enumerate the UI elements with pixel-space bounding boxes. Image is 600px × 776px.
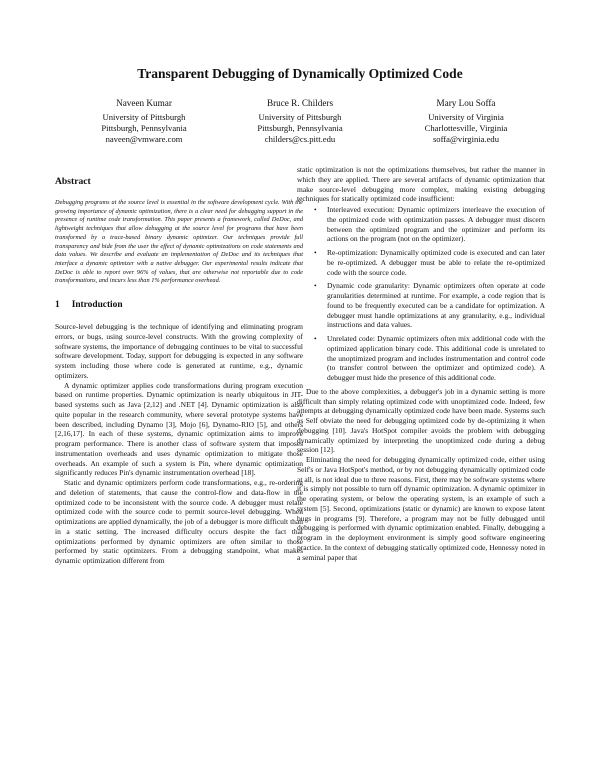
author-block: [215, 98, 385, 145]
body-paragraph: Due to the above complexities, a debugger's job in a dynamic setting is more difficult than simply relating optimized code with unoptimized code. Indeed, few attempts at debugging dynamically optimized code have been made. Systems such as Self obviate the need for debugging optimized code by de-optimizing it when debugging [10]. Java's HotSpot compiler avoids the problem with debugging dynamically optimized by interpreting the unoptimized code during a debug session [12].: [297, 386, 545, 455]
author-name: Naveen Kumar: [116, 98, 172, 108]
author-block: [59, 98, 229, 145]
body-paragraph: Eliminating the need for debugging dynamically optimized code, either using Self's or Java HotSpot's method, or by not debugging dynamically optimized code at all, is not ideal due to three reasons. First, there may be software systems where it is simply not possible to turn off dynamic optimization. A dynamic optimizer in the operating system, or below the operating system, is an example of such a system [5]. Second, optimizations (static or dynamic) are known to expose latent bugs in programs [9]. Therefore, a program may not be fully debugged until debugging is performed with dynamic optimization enabled. Finally, debugging a program in the deployment environment is simply good software engineering practice. In the context of debugging statically optimized code, Hennessy noted in a seminal paper that: [297, 455, 545, 562]
right-column: [297, 165, 545, 562]
author-location: Pittsburgh, Pennsylvania: [257, 123, 343, 133]
list-item: • Interleaved execution: Dynamic optimizers interleave the execution of the optimized code with optimization passes. A debugger must discern between the optimized program and the optimizer and perform its actions on the program (not on the optimizer).: [327, 205, 545, 244]
author-affiliation: University of Pittsburgh: [258, 112, 342, 122]
body-paragraph: A dynamic optimizer applies code transformations during program execution based on runtime properties. Dynamic optimization is nearly ubiquitous in JIT-based systems such as Java [2,12] and .NET [4]. Dynamic optimization is also quite popular in the research community, where several prototype systems have been described, including Dynamo [3], Mojo [6], Dynamo-RIO [5], and others [2,16,17]. In each of these systems, dynamic optimization aims to improve program performance. There is another class of software system that imposes instrumentation overheads and uses dynamic optimization to mitigate those overheads. An example of such a system is Pin, where dynamic optimization significantly reduces Pin's dynamic instrumentation overhead [18].: [55, 380, 303, 478]
author-email: childers@cs.pitt.edu: [264, 134, 336, 144]
section-heading: [55, 300, 303, 310]
body-paragraph: static optimization is not the optimizations themselves, but rather the manner in which they are applied. There are several artifacts of dynamic optimization that make source-level debugging more complex, making existing debugging techniques for statically optimized code insufficient:: [297, 165, 545, 204]
paper-title: Transparent Debugging of Dynamically Optimized Code: [137, 66, 463, 81]
author-email: naveen@vmware.com: [105, 134, 183, 144]
list-item: • Dynamic code granularity: Dynamic optimizers often operate at code granularities determined at runtime. For example, a code region that is found to be frequently executed can be a candidate for optimization. A debugger must handle optimizations at any granularity, e.g., individual instructions and data values.: [327, 281, 545, 330]
section-title: Introduction: [71, 300, 123, 311]
author-name: Mary Lou Soffa: [436, 98, 496, 108]
section-number: 1: [55, 300, 60, 311]
list-item: • Re-optimization: Dynamically optimized code is executed and can later be re-optimized. A debugger must be able to relate the re-optimized code with the source code.: [327, 248, 545, 277]
list-item: • Unrelated code: Dynamic optimizers often mix additional code with the optimized application binary code. This additional code is unrelated to the unoptimized program and includes instrumentation and control code (to transfer control between the optimizer and optimized code). A debugger must hide the presence of this additional code.: [327, 334, 545, 383]
author-location: Pittsburgh, Pennsylvania: [101, 123, 187, 133]
body-paragraph: Static and dynamic optimizers perform code transformations, e.g., re-ordering and deletion of statements, that cause the control-flow and data-flow in the optimized code to be inconsistent with the source code. A debugger must relate optimized code with the source code to permit source-level debugging. When optimizations are applied dynamically, the job of a debugger is more difficult than in a static setting. The increased difficulty occurs despite the fact that optimizations performed by dynamic optimizers are often similar to those performed by static optimizers. From a debugging standpoint, what makes dynamic optimization different from: [55, 478, 303, 566]
author-block: [381, 98, 551, 145]
author-email: soffa@virginia.edu: [432, 134, 500, 144]
left-column: [55, 165, 303, 566]
author-affiliation: University of Virginia: [428, 112, 504, 122]
author-affiliation: University of Pittsburgh: [102, 112, 186, 122]
abstract-text: Debugging programs at the source level is essential in the software development cycle. With the growing importance of dynamic optimization, there is a clear need for debugging support in the presence of runtime code transformation. This paper presents a framework, called DeDoc, and lightweight techniques that allow debugging at the source level for programs that have been transformed by a trace-based binary dynamic optimizer. Our techniques provide full transparency and hide from the user the effect of dynamic optimizations on code statements and data values. We describe and evaluate an implementation of DeDoc and its techniques that interface a dynamic optimizer with a native debugger. Our experimental results indicate that DeDoc is able to report over 96% of values, that are otherwise not reportable due to code transformations, and incurs less than 1% performance overhead.: [55, 199, 303, 285]
complexity-list: [297, 205, 545, 383]
author-name: Bruce R. Childers: [266, 98, 334, 108]
author-location: Charlottesville, Virginia: [424, 123, 508, 133]
body-paragraph: Source-level debugging is the technique of identifying and eliminating program errors, or bugs, using source-level constructs. With the growing complexity of software systems, the importance of debugging continues to be vital to successful software development. Today, support for debugging is expected in any software system including those where code is generated at runtime, e.g., dynamic optimizers.: [55, 322, 303, 380]
abstract-heading: Abstract: [55, 176, 91, 187]
